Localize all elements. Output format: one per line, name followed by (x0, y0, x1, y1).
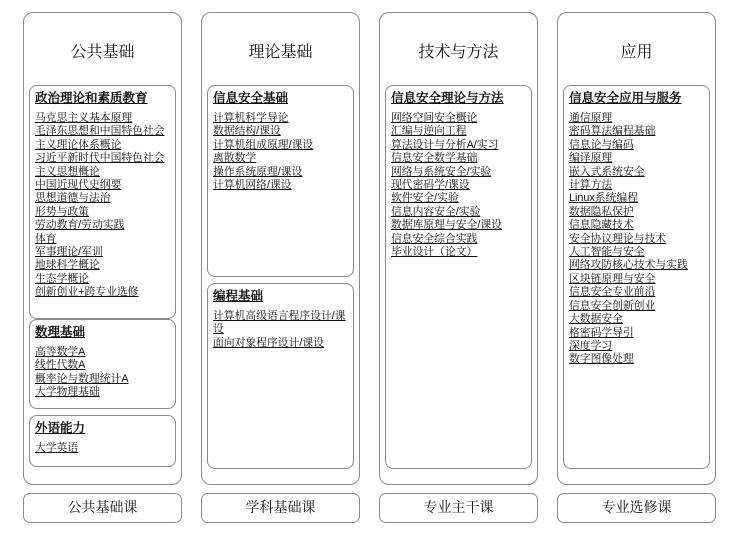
box-title: 政治理论和素质教育 (35, 91, 148, 105)
course-item: 计算方法 (569, 179, 613, 192)
course-item: 军事理论/军训 (35, 246, 103, 259)
course-item: 主义理论体系概论 (35, 138, 122, 151)
course-item: 高等数学A (35, 346, 86, 358)
course-list (35, 442, 169, 455)
course-item: 通信原理 (569, 112, 613, 124)
course-item: 现代密码学/课设 (391, 179, 470, 192)
column-title: 应用 (620, 44, 653, 61)
course-item: 嵌入式系统安全 (569, 165, 645, 178)
course-item: 网络攻防核心技术与实践 (569, 259, 688, 272)
course-item: 体育 (35, 232, 57, 245)
column-theory-foundation (201, 12, 360, 485)
box-politics (29, 85, 176, 319)
course-item: 中国近现代史纲要 (35, 179, 122, 192)
category-label-elective: 专业选修课 (557, 493, 716, 523)
category-label-discipline: 学科基础课 (201, 493, 360, 523)
category-label-core: 专业主干课 (379, 493, 538, 523)
box-infosec-apps (563, 85, 710, 469)
course-item: 毛泽东思想和中国特色社会 (35, 125, 165, 138)
course-item: 网络空间安全概论 (391, 112, 478, 124)
course-item: 大学英语 (35, 442, 79, 454)
course-item: 网络与系统安全/实验 (391, 165, 492, 178)
course-item: 区块链原理与安全 (569, 272, 656, 285)
course-item: 汇编与逆向工程 (391, 125, 467, 138)
course-item: 操作系统原理/课设 (213, 165, 303, 178)
course-item: 信息安全创新创业 (569, 299, 656, 312)
course-item: 数据库原理与安全/课设 (391, 219, 502, 232)
course-item: 大学物理基础 (35, 386, 100, 399)
category-label-public: 公共基础课 (23, 493, 182, 523)
course-item: 形势与政策 (35, 205, 89, 218)
course-item: 信息安全专业前沿 (569, 286, 656, 299)
box-title: 外语能力 (35, 421, 86, 435)
course-item: 马克思主义基本原理 (35, 112, 133, 124)
course-list (213, 310, 347, 350)
course-item: 数字图像处理 (569, 353, 634, 366)
column-application (557, 12, 716, 485)
course-item: 格密码学导引 (569, 326, 634, 339)
course-list (391, 112, 525, 259)
course-item: 人工智能与安全 (569, 246, 645, 259)
course-item: 数据结构/课设 (213, 125, 281, 138)
box-title: 信息安全理论与方法 (391, 91, 504, 105)
course-item: 思想道德与法治 (35, 192, 111, 205)
course-item: 生态学概论 (35, 272, 89, 285)
course-item: 信息安全综合实践 (391, 232, 478, 245)
course-item: 线性代数A (35, 359, 86, 372)
course-item: 算法设计与分析A/实习 (391, 138, 499, 151)
course-item: 地球科学概论 (35, 259, 100, 272)
box-title: 编程基础 (213, 289, 264, 303)
course-item: 安全协议理论与技术 (569, 232, 667, 245)
box-programming (207, 283, 354, 469)
course-item: 计算机高级语言程序设计/课设 (213, 310, 346, 336)
column-public-foundation (23, 12, 182, 485)
column-tech-methods (379, 12, 538, 485)
course-item: 计算机组成原理/课设 (213, 138, 314, 151)
box-infosec-theory (385, 85, 532, 469)
box-math (29, 319, 176, 409)
course-list (35, 346, 169, 400)
box-infosec-basics (207, 85, 354, 277)
course-item: 深度学习 (569, 339, 613, 352)
course-item: 习近平新时代中国特色社会 (35, 152, 165, 165)
course-item: 大数据安全 (569, 313, 623, 326)
course-item: 数据隐私保护 (569, 205, 634, 218)
course-item: 信息隐藏技术 (569, 219, 634, 232)
course-item: 面向对象程序设计/课设 (213, 336, 324, 349)
column-title: 公共基础 (70, 44, 135, 61)
course-item: 概率论与数理统计A (35, 372, 129, 385)
box-title: 数理基础 (35, 325, 86, 339)
course-item: 信息内容安全/实验 (391, 205, 481, 218)
course-item: 软件安全/实验 (391, 192, 459, 205)
course-item: 计算机网络/课设 (213, 179, 292, 192)
course-item: Linux系统编程 (569, 192, 638, 205)
course-item: 编译原理 (569, 152, 613, 165)
course-item: 毕业设计（论文） (391, 246, 478, 259)
course-list (35, 112, 169, 300)
course-item: 创新创业+跨专业选修 (35, 286, 139, 299)
box-title: 信息安全应用与服务 (569, 91, 682, 105)
column-title: 技术与方法 (418, 44, 499, 61)
column-title: 理论基础 (248, 44, 313, 61)
course-item: 信息论与编码 (569, 138, 634, 151)
course-list (213, 112, 347, 192)
course-item: 密码算法编程基础 (569, 125, 656, 138)
course-item: 主义思想概论 (35, 165, 100, 178)
course-item: 信息安全数学基础 (391, 152, 478, 165)
course-item: 离散数学 (213, 152, 257, 165)
course-item: 计算机科学导论 (213, 112, 289, 124)
box-title: 信息安全基础 (213, 91, 289, 105)
course-item: 劳动教育/劳动实践 (35, 219, 125, 232)
box-language (29, 415, 176, 467)
course-list (569, 112, 703, 367)
